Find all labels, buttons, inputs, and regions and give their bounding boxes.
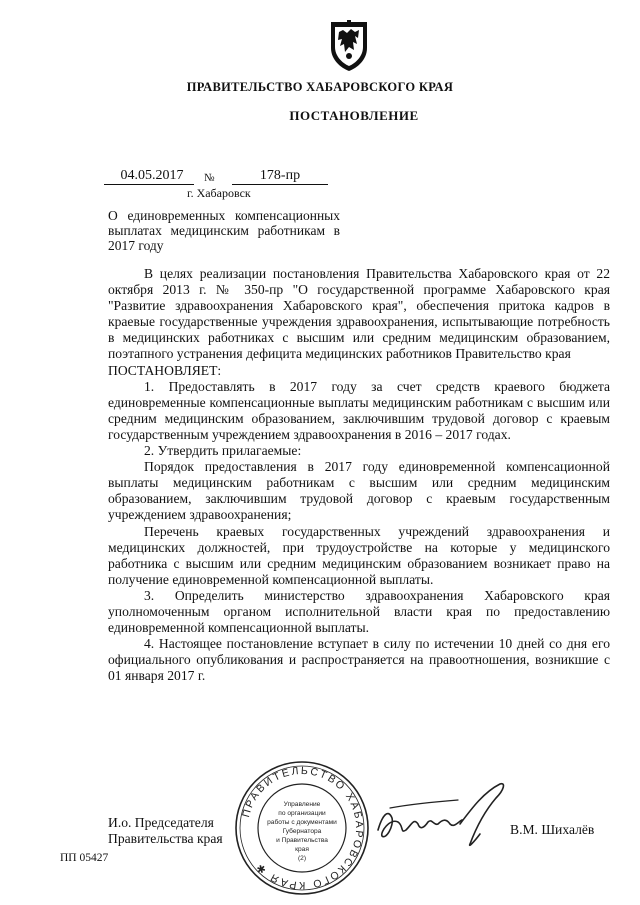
clause-2-item-procedure: Порядок предоставления в 2017 году единовременной компенсационной выплаты медицинским работникам с высшим или средним медицинским образованием, заключившим трудовой договор с краевым государственным учреждением здравоохранения; <box>108 459 610 523</box>
svg-text:(2): (2) <box>297 855 307 862</box>
clause-3: 3. Определить министерство здравоохранения Хабаровского края уполномоченным органом исполнительной власти края по предоставлению единовременной компенсационной выплаты. <box>108 587 610 636</box>
signatory-position-line-2: Правительства края <box>108 831 223 846</box>
document-number: 178-пр <box>232 168 328 185</box>
government-title: ПРАВИТЕЛЬСТВО ХАБАРОВСКОГО КРАЯ <box>186 80 454 94</box>
document-city: г. Хабаровск <box>187 186 251 200</box>
svg-text:и Правительства: и Правительства <box>276 837 328 844</box>
signatory-position-line-1: И.о. Председателя <box>108 815 214 830</box>
signatory-name: В.М. Шихалёв <box>510 822 595 837</box>
svg-text:Губернатора: Губернатора <box>282 828 322 835</box>
signatory-position <box>108 815 223 847</box>
coat-of-arms-icon <box>327 18 371 72</box>
document-subject: О единовременных компенсационных выплатах медицинским работникам в 2017 году <box>108 208 340 253</box>
svg-text:по организации: по организации <box>278 810 326 817</box>
svg-text:края: края <box>295 846 309 853</box>
official-seal-icon <box>232 758 372 898</box>
clause-2-item-list: Перечень краевых государственных учреждений здравоохранения и медицинских должностей, при трудоустройстве на которые у медицинского работника с высшим или средним медицинским образованием возникает право на получение единовременной компенсационной выплаты. <box>108 523 610 587</box>
svg-text:работы с документами: работы с документами <box>267 819 337 826</box>
document-code: ПП 05427 <box>60 852 109 864</box>
number-sign: № <box>204 172 215 184</box>
document-body <box>108 266 610 684</box>
svg-text:ПРАВИТЕЛЬСТВО ХАБАРОВСКОГО КРА: ПРАВИТЕЛЬСТВО ХАБАРОВСКОГО КРАЯ ✱ <box>240 764 366 892</box>
document-date: 04.05.2017 <box>104 168 194 185</box>
svg-text:Управление: Управление <box>283 801 321 808</box>
handwritten-signature-icon <box>372 778 512 852</box>
clause-2: 2. Утвердить прилагаемые: <box>144 443 302 459</box>
intro-paragraph: В целях реализации постановления Правительства Хабаровского края от 22 октября 2013 г. № 350-пр "О государственной программе Хабаровского края "Развитие здравоохранения Хабаровского края", обеспечения притока кадров в краевые государственные учреждения здравоохранения, испытывающие потребность в медицинских работниках с высшим или средним медицинским образованием, поэтапного устранения дефицита медицинских работников Правительство края <box>108 266 610 362</box>
clause-4: 4. Настоящее постановление вступает в силу по истечении 10 дней со дня его официального опубликования и распространяется на правоотношения, возникшие с 01 января 2017 г. <box>108 636 610 684</box>
clause-1: 1. Предоставлять в 2017 году за счет средств краевого бюджета единовременные компенсационные выплаты медицинским работникам с высшим или средним медицинским образованием, заключившим трудовой договор с краевым государственным учреждением здравоохранения в 2016 – 2017 годах. <box>108 378 610 442</box>
document-type: ПОСТАНОВЛЕНИЕ <box>289 108 419 123</box>
decree-heading: ПОСТАНОВЛЯЕТ: <box>108 362 222 378</box>
